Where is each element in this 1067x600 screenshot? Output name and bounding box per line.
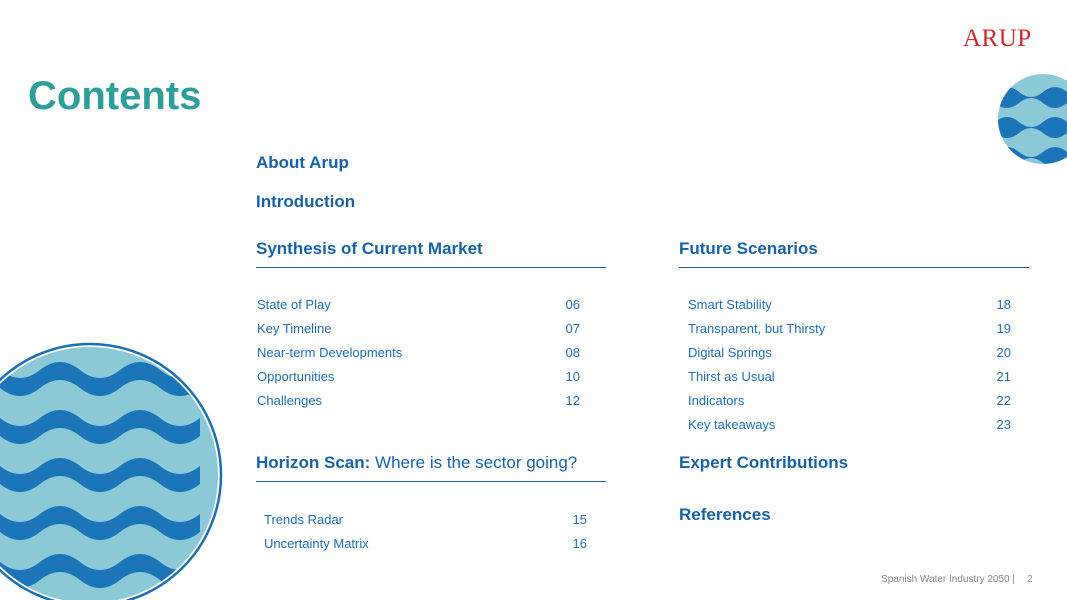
toc-entry-indicators[interactable] [688,389,1011,413]
toc-link-about-arup[interactable]: About Arup [256,153,349,172]
toc-heading-horizon-scan[interactable] [256,453,577,473]
wave-pattern-small-decoration [995,74,1067,166]
toc-entry-page: 07 [565,321,580,336]
toc-entry-page: 20 [996,345,1011,360]
toc-entry-page: 19 [996,321,1011,336]
toc-entry-label: Digital Springs [688,345,772,360]
toc-list-horizon-scan [264,508,587,556]
toc-entry-page: 06 [565,297,580,312]
arup-logo: ARUP [963,25,1032,52]
toc-link-introduction[interactable]: Introduction [256,192,356,211]
toc-entry-opportunities[interactable] [257,365,580,389]
toc-list-synthesis [257,293,580,413]
section-divider [256,267,606,268]
toc-entry-key-takeaways[interactable] [688,413,1011,437]
toc-list-future-scenarios [688,293,1011,437]
toc-entry-label: Indicators [688,393,745,408]
footer-document-title: Spanish Water Industry 2050 | [881,574,1015,585]
toc-entry-state-of-play[interactable] [257,293,580,317]
toc-entry-key-timeline[interactable] [257,317,580,341]
toc-entry-label: Transparent, but Thirsty [688,321,826,336]
heading-light-part: Where is the sector going? [375,453,578,472]
toc-entry-label: Challenges [257,393,323,408]
toc-entry-page: 08 [565,345,580,360]
toc-entry-digital-springs[interactable] [688,341,1011,365]
toc-entry-label: State of Play [257,297,331,312]
section-divider [256,481,606,482]
toc-entry-smart-stability[interactable] [688,293,1011,317]
toc-entry-thirst-as-usual[interactable] [688,365,1011,389]
toc-entry-label: Uncertainty Matrix [264,536,369,551]
toc-entry-label: Opportunities [257,369,335,384]
toc-entry-trends-radar[interactable] [264,508,587,532]
toc-link-expert-contributions[interactable]: Expert Contributions [679,453,849,472]
toc-entry-page: 22 [996,393,1011,408]
toc-entry-label: Trends Radar [264,512,343,527]
toc-entry-transparent-but-thirsty[interactable] [688,317,1011,341]
toc-entry-uncertainty-matrix[interactable] [264,532,587,556]
toc-entry-page: 15 [572,512,587,527]
footer-page-number: 2 [1027,574,1033,585]
wave-pattern-large-decoration [0,330,230,600]
toc-entry-label: Key takeaways [688,417,776,432]
toc-entry-label: Near-term Developments [257,345,403,360]
page-title: Contents [28,74,202,118]
toc-entry-label: Key Timeline [257,321,332,336]
toc-entry-near-term-developments[interactable] [257,341,580,365]
toc-entry-label: Smart Stability [688,297,772,312]
section-divider [679,267,1029,268]
toc-entry-page: 16 [572,536,587,551]
toc-entry-challenges[interactable] [257,389,580,413]
toc-entry-label: Thirst as Usual [688,369,775,384]
toc-entry-page: 23 [996,417,1011,432]
toc-entry-page: 12 [565,393,580,408]
toc-heading-synthesis[interactable]: Synthesis of Current Market [256,239,483,258]
toc-entry-page: 10 [565,369,580,384]
heading-bold-part: Horizon Scan: [256,453,371,472]
toc-entry-page: 21 [996,369,1011,384]
toc-link-references[interactable]: References [679,505,771,524]
toc-entry-page: 18 [996,297,1011,312]
toc-heading-future-scenarios[interactable]: Future Scenarios [679,239,818,258]
